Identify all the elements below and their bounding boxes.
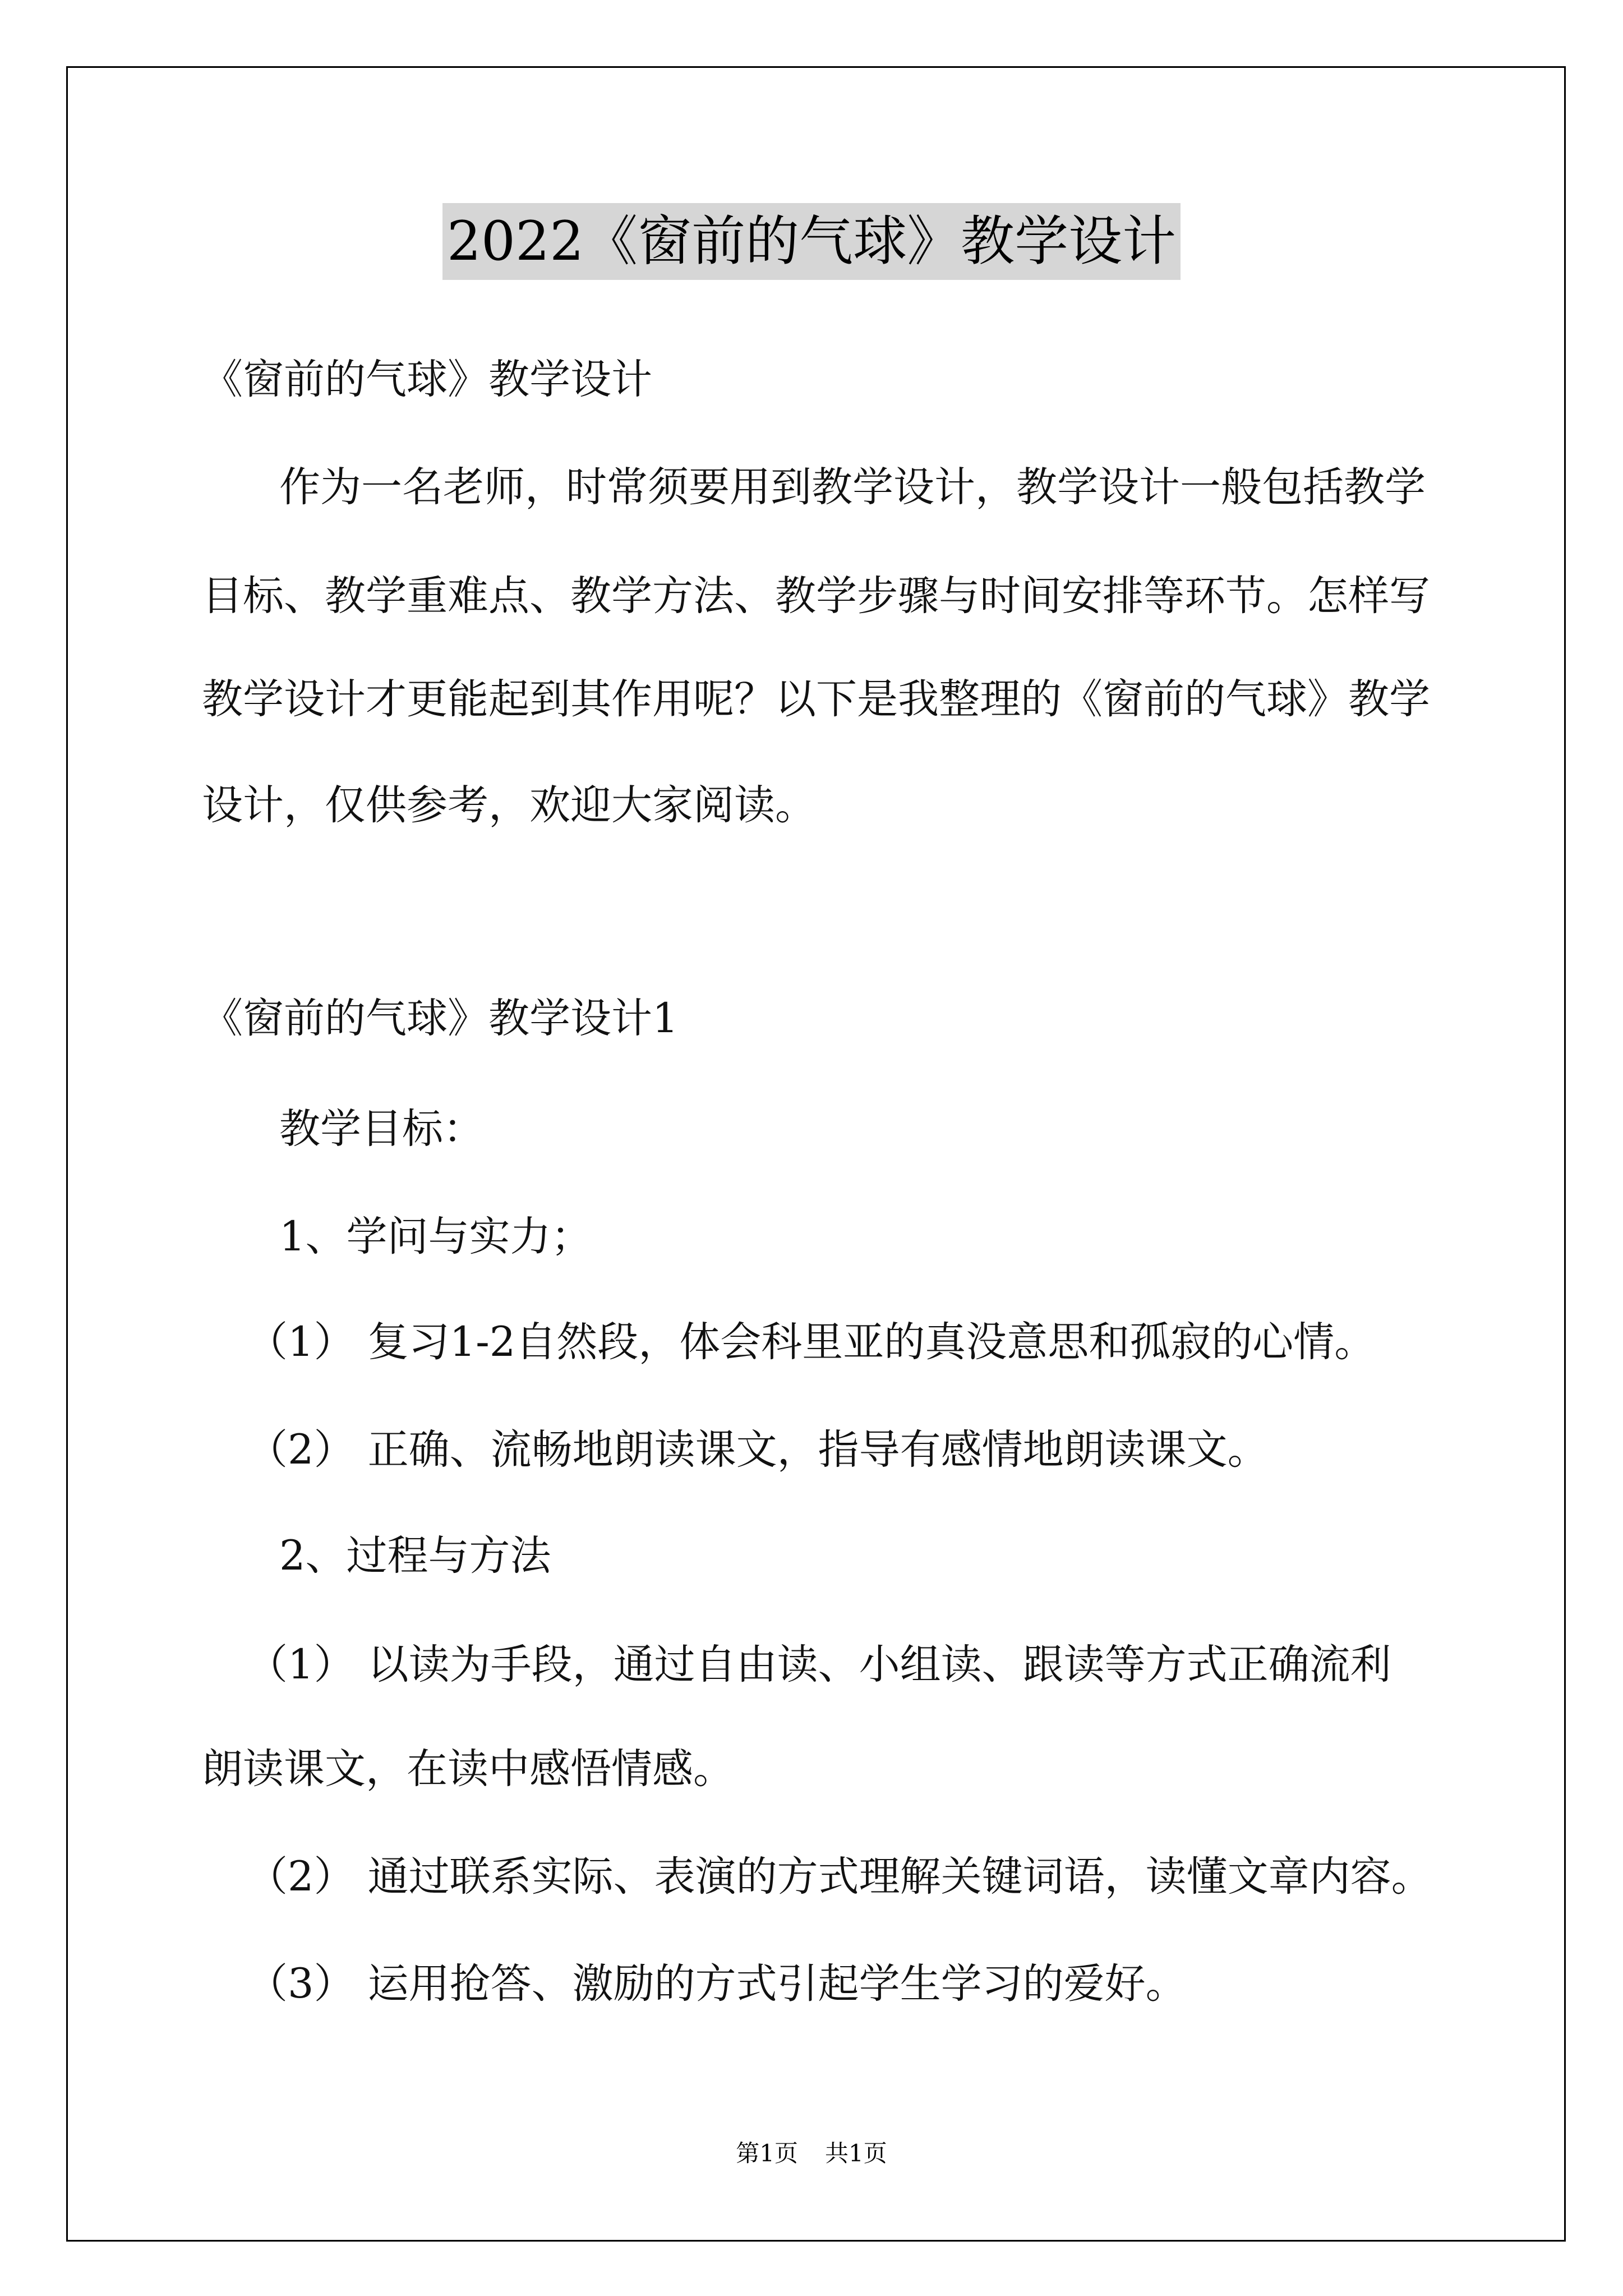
body-line-subitem: （1） 复习1-2自然段，体会科里亚的真没意思和孤寂的心情。: [247, 1318, 1376, 1366]
title-row: [0, 203, 1623, 280]
body-line-continuation: 朗读课文，在读中感悟情感。: [202, 1745, 734, 1793]
body-line-item-2: 2、过程与方法: [279, 1532, 551, 1580]
document-subtitle: 《窗前的气球》教学设计: [202, 356, 652, 403]
body-line-subitem: （2） 通过联系实际、表演的方式理解关键词语，读懂文章内容。: [247, 1853, 1432, 1901]
section-heading: 《窗前的气球》教学设计1: [202, 995, 679, 1042]
intro-line: 设计，仅供参考，欢迎大家阅读。: [202, 781, 816, 829]
body-line-objectives-heading: 教学目标：: [279, 1105, 484, 1153]
intro-line: 作为一名老师，时常须要用到教学设计，教学设计一般包括教学: [279, 463, 1426, 511]
body-line-subitem: （3） 运用抢答、激励的方式引起学生学习的爱好。: [247, 1960, 1187, 2008]
page-footer: [0, 2139, 1623, 2168]
footer-page-number: 第1页: [736, 2139, 798, 2167]
body-line-item-1: 1、学问与实力；: [279, 1213, 592, 1260]
footer-total-pages: 共1页: [825, 2139, 887, 2167]
body-line-subitem: （2） 正确、流畅地朗读课文，指导有感情地朗读课文。: [247, 1426, 1269, 1474]
body-line-subitem: （1） 以读为手段，通过自由读、小组读、跟读等方式正确流利: [247, 1641, 1391, 1688]
intro-line: 教学设计才更能起到其作用呢？以下是我整理的《窗前的气球》教学: [202, 675, 1430, 723]
intro-line: 目标、教学重难点、教学方法、教学步骤与时间安排等环节。怎样写: [202, 572, 1430, 620]
document-title: 2022《窗前的气球》教学设计: [442, 203, 1181, 280]
